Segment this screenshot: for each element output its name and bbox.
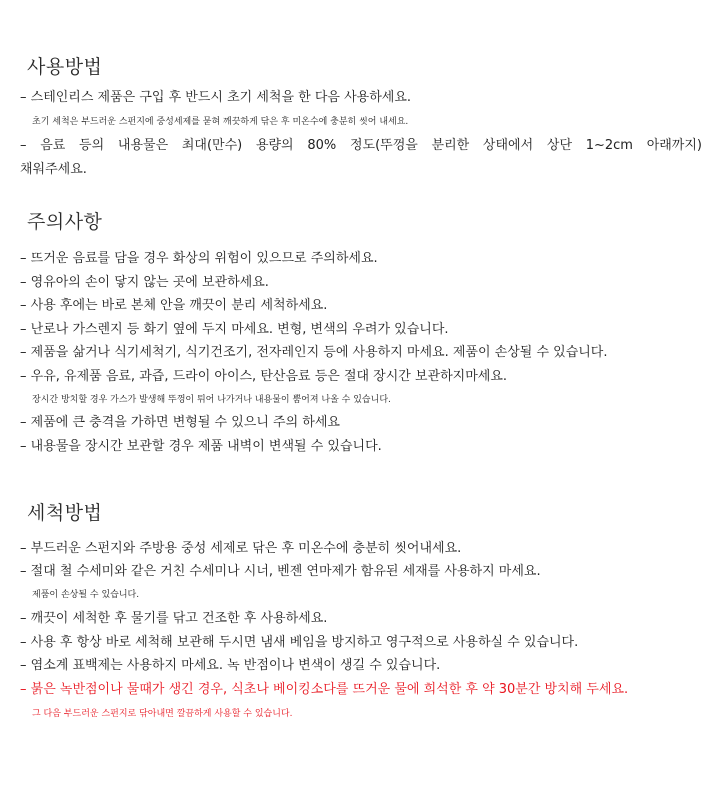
cleaning-line-6: – 염소계 표백제는 사용하지 마세요. 녹 반점이나 변색이 생길 수 있습니다.	[20, 658, 441, 673]
caution-line-5: – 제품을 삶거나 식기세척기, 식기건조기, 전자레인지 등에 사용하지 마세요. 제품이 손상될 수 있습니다.	[20, 345, 608, 360]
cleaning-line-3: 제품이 손상될 수 있습니다.	[32, 590, 140, 600]
cleaning-title: 세척방법	[27, 502, 103, 524]
cleaning-line-1: – 부드러운 스펀지와 주방용 중성 세제로 닦은 후 미온수에 충분히 씻어내세요.	[20, 541, 462, 556]
caution-line-7: 장시간 방치할 경우 가스가 발생해 뚜껑이 튀어 나가거나 내용물이 뿜어져 나올 수 있습니다.	[32, 395, 391, 405]
usage-title: 사용방법	[27, 56, 103, 78]
cleaning-warning-line-2: 그 다음 부드러운 스펀지로 닦아내면 깔끔하게 사용할 수 있습니다.	[32, 709, 293, 719]
caution-line-8: – 제품에 큰 충격을 가하면 변형될 수 있으니 주의 하세요	[20, 415, 340, 430]
cleaning-warning-line-1: – 붉은 녹반점이나 물때가 생긴 경우, 식초나 베이킹소다를 뜨거운 물에 희석한 후 약 30분간 방치해 두세요.	[20, 682, 629, 697]
cleaning-line-5: – 사용 후 항상 바로 세척해 보관해 두시면 냄새 베임을 방지하고 영구적으로 사용하실 수 있습니다.	[20, 635, 579, 650]
caution-line-4: – 난로나 가스렌지 등 화기 옆에 두지 마세요. 변형, 변색의 우려가 있습니다.	[20, 322, 449, 337]
caution-line-6: – 우유, 유제품 음료, 과즙, 드라이 아이스, 탄산음료 등은 절대 장시간 보관하지마세요.	[20, 369, 508, 384]
caution-title: 주의사항	[27, 211, 103, 233]
cleaning-line-4: – 깨끗이 세척한 후 물기를 닦고 건조한 후 사용하세요.	[20, 611, 328, 626]
usage-line-2: 초기 세척은 부드러운 스펀지에 중성세제를 묻혀 깨끗하게 닦은 후 미온수에 충분히 씻어 내세요.	[32, 117, 409, 127]
caution-line-2: – 영유아의 손이 닿지 않는 곳에 보관하세요.	[20, 275, 269, 290]
usage-line-4: 채워주세요.	[20, 162, 87, 177]
cleaning-line-2: – 절대 철 수세미와 같은 거친 수세미나 시너, 벤젠 연마제가 함유된 세재를 사용하지 마세요.	[20, 564, 541, 579]
caution-line-1: – 뜨거운 음료를 담을 경우 화상의 위험이 있으므로 주의하세요.	[20, 251, 378, 266]
caution-line-3: – 사용 후에는 바로 본체 안을 깨끗이 분리 세척하세요.	[20, 298, 328, 313]
caution-line-9: – 내용물을 장시간 보관할 경우 제품 내벽이 변색될 수 있습니다.	[20, 439, 382, 454]
usage-line-1: – 스테인리스 제품은 구입 후 반드시 초기 세척을 한 다음 사용하세요.	[20, 90, 412, 105]
usage-line-3: – 음료 등의 내용물은 최대(만수) 용량의 80% 정도(뚜껑을 분리한 상태에서 상단 1~2cm 아래까지)	[20, 138, 702, 153]
